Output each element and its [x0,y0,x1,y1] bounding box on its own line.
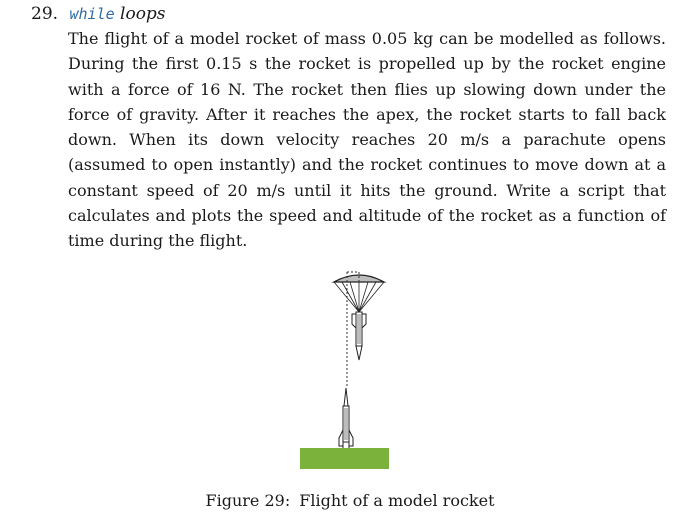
problem-title: loops [120,4,166,24]
problem-number: 29. [31,4,59,24]
problem-statement: The flight of a model rocket of mass 0.05 kg can be modelled as follows. During the first 0.15 s the rocket is propelled up by the rocket engine with a force of 16 N. The rocket then flies up slowing down under the force of gravity. After it reaches the apex, the rocket starts to fall back down. When its down velocity reaches 20 m/s a parachute opens (assumed to open instantly) and the rocket continues to move down at a constant speed of 20 m/s until it hits the ground. Write a script that calculates and plots the speed and altitude of the rocket as a function of time during the flight. [68,29,666,251]
figure-caption-text: Flight of a model rocket [299,491,495,510]
ground-block [300,448,389,469]
problem-heading [31,4,166,24]
figure-caption [0,491,700,511]
falling-rocket-icon [352,312,366,360]
launch-rocket-icon [339,388,353,448]
keyword-while: while [69,5,115,23]
figure-label: Figure 29: [205,491,291,510]
rocket-flight-illustration [290,262,400,474]
